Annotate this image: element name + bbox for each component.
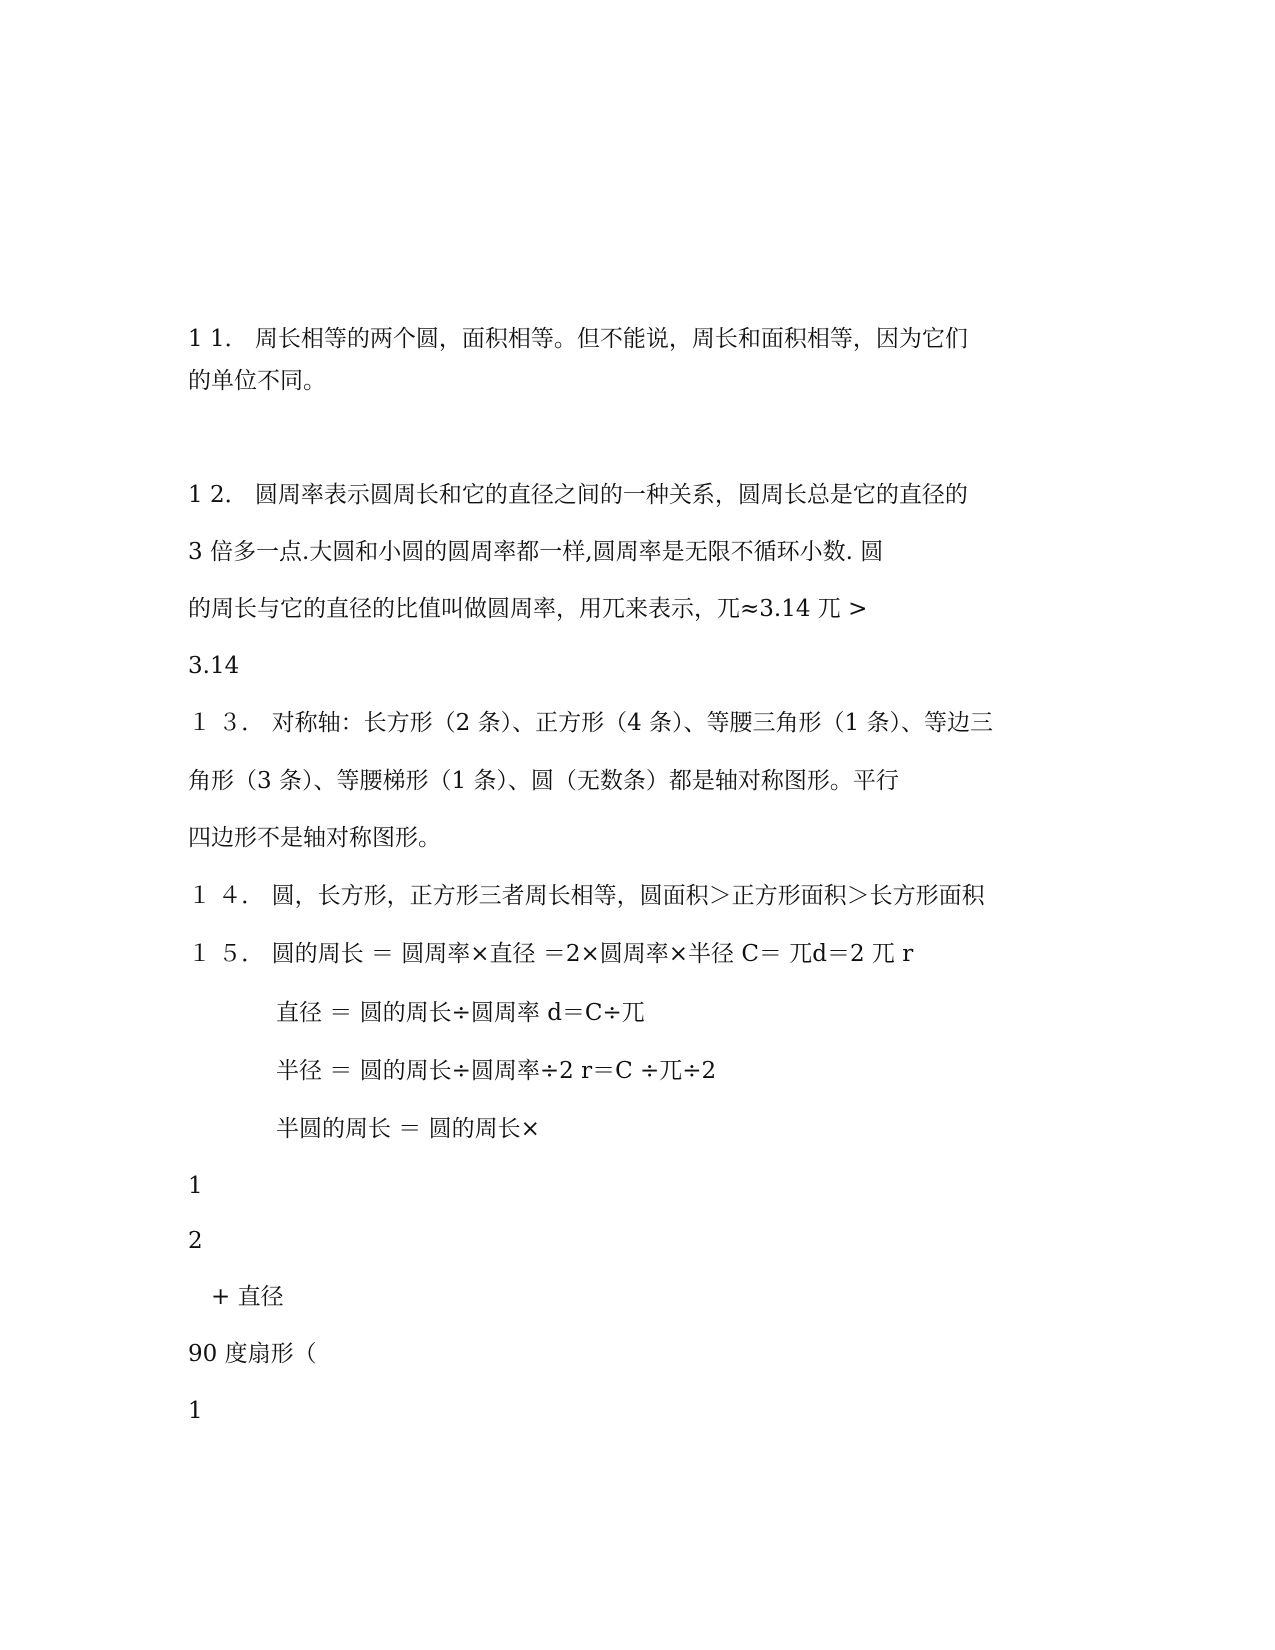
item-12-line-1: 1 2． 圆周率表示圆周长和它的直径之间的一种关系，圆周长总是它的直径的 — [188, 482, 968, 508]
item-11-line-2: 的单位不同。 — [188, 368, 326, 394]
item-12-line-4: 3.14 — [188, 653, 240, 679]
item-13-line-1: １ ３． 对称轴：长方形（2 条）、正方形（4 条）、等腰三角形（1 条）、等边三 — [188, 710, 993, 736]
radius-formula: 半径 ＝ 圆的周长÷圆周率÷2 r＝C ÷兀÷2 — [276, 1058, 717, 1084]
semicircle-formula: 半圆的周长 ＝ 圆的周长× — [276, 1116, 540, 1142]
item-15-line-1: １ ５． 圆的周长 ＝ 圆周率×直径 ＝2×圆周率×半径 C＝ 兀d＝2 兀 r — [188, 941, 914, 967]
fraction-denominator: 2 — [188, 1228, 203, 1254]
item-12-line-2: 3 倍多一点.大圆和小圆的圆周率都一样,圆周率是无限不循环小数. 圆 — [188, 539, 884, 565]
sector-90-line: 90 度扇形（ — [188, 1341, 317, 1367]
sector-fraction-numerator: 1 — [188, 1398, 203, 1424]
item-12-line-3: 的周长与它的直径的比值叫做圆周率，用兀来表示，兀≈3.14 兀 > — [188, 596, 868, 622]
item-14-line-1: １ ４． 圆，长方形，正方形三者周长相等，圆面积＞正方形面积＞长方形面积 — [188, 883, 985, 909]
diameter-formula: 直径 ＝ 圆的周长÷圆周率 d＝C÷兀 — [276, 1000, 645, 1026]
item-13-line-2: 角形（3 条）、等腰梯形（1 条）、圆（无数条）都是轴对称图形。平行 — [188, 768, 899, 794]
item-11-line-1: 1 1． 周长相等的两个圆，面积相等。但不能说，周长和面积相等，因为它们 — [188, 326, 968, 352]
fraction-numerator: 1 — [188, 1173, 203, 1199]
item-13-line-3: 四边形不是轴对称图形。 — [188, 825, 441, 851]
plus-diameter: + 直径 — [211, 1284, 284, 1310]
